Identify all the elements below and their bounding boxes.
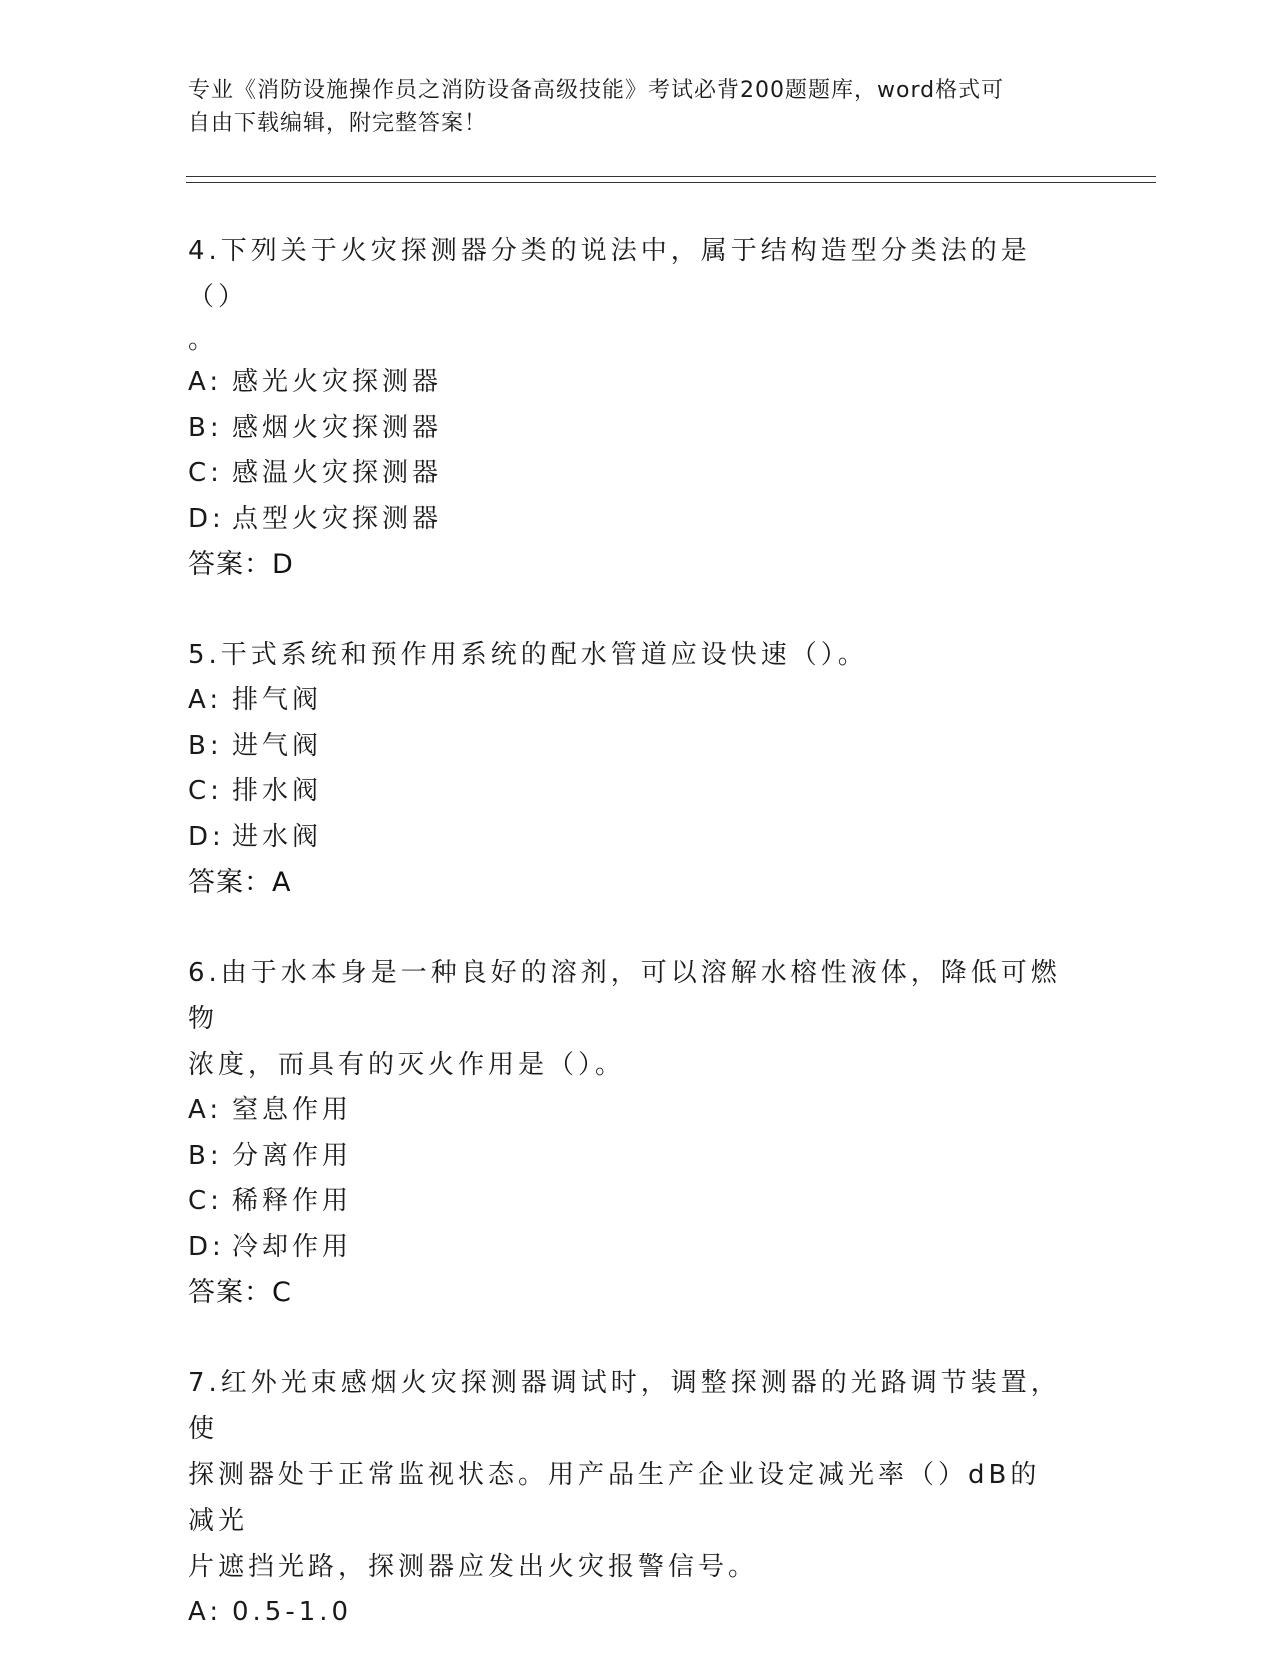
option-d [188,497,1068,543]
option-text: 排气阀 [232,685,323,715]
question-stem-line: 浓度，而具有的灭火作用是（）。 [188,1050,626,1080]
answer-line: 答案：D [188,549,294,580]
option-c [188,451,1068,497]
option-key: B: [188,412,223,443]
header-line-2: 自由下载编辑，附完整答案！ [188,111,488,136]
document-header [188,74,1068,140]
option-a [188,678,1068,724]
question-stem-line: 6.由于水本身是一种良好的溶剂，可以溶解水榕性液体，降低可燃物 [188,958,1061,1034]
option-key: B: [188,1140,223,1171]
option-text: 排水阀 [232,776,323,806]
answer-line: 答案：A [188,867,292,898]
option-b [188,724,1068,770]
option-text: 0.5-1.0 [232,1597,353,1627]
option-key: A: [188,685,223,715]
question-stem-line: 7.红外光束感烟火灾探测器调试时，调整探测器的光路调节装置，使 [188,1368,1061,1444]
question-stem-line: 片遮挡光路，探测器应发出火灾报警信号。 [188,1552,759,1582]
option-key: C: [188,458,223,488]
question-6 [188,950,1068,1316]
option-text: 点型火灾探测器 [232,503,443,534]
option-b [188,406,1068,452]
header-divider [186,176,1156,183]
option-text: 冷却作用 [232,1231,353,1262]
option-key: A: [188,367,223,397]
option-key: C: [188,776,223,806]
option-text: 感光火灾探测器 [232,367,443,397]
option-text: 分离作用 [232,1140,353,1171]
header-line-1: 专业《消防设施操作员之消防设备高级技能》考试必背200题题库，word格式可 [188,78,1005,103]
question-stem-line: 。 [188,325,219,355]
question-5 [188,632,1068,906]
option-key: D: [188,821,225,852]
question-7 [188,1360,1068,1636]
option-key: B: [188,730,223,761]
option-key: C: [188,1186,223,1216]
option-b [188,1134,1068,1180]
option-text: 感烟火灾探测器 [232,412,443,443]
option-c [188,769,1068,815]
answer-line: 答案：C [188,1277,292,1308]
question-stem-line: 4.下列关于火灾探测器分类的说法中，属于结构造型分类法的是（） [188,236,1031,312]
option-key: A: [188,1095,223,1125]
option-c [188,1179,1068,1225]
question-stem-line: 探测器处于正常监视状态。用产品生产企业设定减光率（）dB的减光 [188,1460,1041,1536]
option-d [188,815,1068,861]
option-key: A: [188,1597,223,1627]
option-a [188,360,1068,406]
option-key: D: [188,503,225,534]
option-text: 窒息作用 [232,1095,353,1125]
option-text: 进气阀 [232,730,323,761]
option-d [188,1225,1068,1271]
option-text: 感温火灾探测器 [232,458,443,488]
option-a [188,1590,1068,1636]
question-4 [188,228,1068,588]
option-text: 稀释作用 [232,1186,353,1216]
option-key: D: [188,1231,225,1262]
option-a [188,1088,1068,1134]
question-list [188,228,1068,1680]
question-stem-line: 5.干式系统和预作用系统的配水管道应设快速（）。 [188,640,868,670]
option-text: 进水阀 [232,821,323,852]
